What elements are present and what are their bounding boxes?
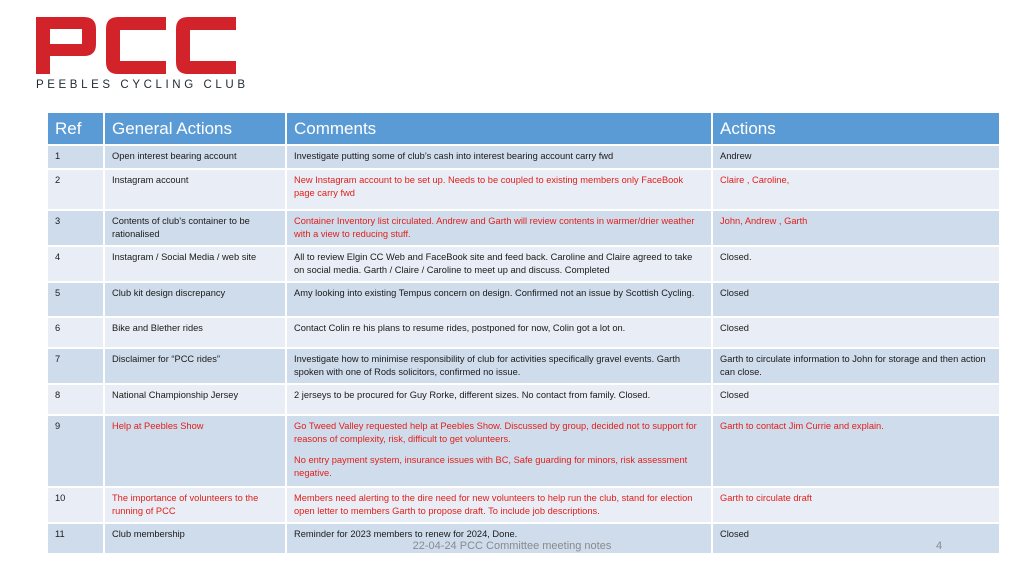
header-general-actions: General Actions xyxy=(104,112,286,145)
row-comment: 2 jerseys to be procured for Guy Rorke, different sizes. No contact from family. Closed. xyxy=(286,384,712,415)
row-action: Garth to contact Jim Currie and explain. xyxy=(712,415,1000,487)
row-comment: Investigate putting some of club’s cash into interest bearing account carry fwd xyxy=(286,145,712,169)
header-comments: Comments xyxy=(286,112,712,145)
club-name: PEEBLES CYCLING CLUB xyxy=(36,79,249,91)
actions-table xyxy=(46,111,1001,555)
row-comment: All to review Elgin CC Web and FaceBook site and feed back. Caroline and Claire agreed to take on social media. Garth / Claire / Caroline to meet up and discuss. Completed xyxy=(286,246,712,282)
row-comment-extra: No entry payment system, insurance issues with BC, Safe guarding for minors, risk assessment negative. xyxy=(294,455,688,478)
row-comment: Container Inventory list circulated. Andrew and Garth will review contents in warmer/drier weather with a view to reducing stuff. xyxy=(286,210,712,246)
row-general-action: National Championship Jersey xyxy=(104,384,286,415)
row-ref: 2 xyxy=(47,169,104,210)
row-action: Closed xyxy=(712,384,1000,415)
row-ref: 6 xyxy=(47,317,104,348)
row-general-action: Club membership xyxy=(104,523,286,554)
row-ref: 7 xyxy=(47,348,104,384)
table-row xyxy=(47,145,1000,169)
row-action: John, Andrew , Garth xyxy=(712,210,1000,246)
footer-title: 22-04-24 PCC Committee meeting notes xyxy=(412,540,612,552)
table-row xyxy=(47,210,1000,246)
page-number: 4 xyxy=(936,540,943,552)
row-general-action: Open interest bearing account xyxy=(104,145,286,169)
row-general-action: Bike and Blether rides xyxy=(104,317,286,348)
row-ref: 1 xyxy=(47,145,104,169)
row-general-action: Help at Peebles Show xyxy=(104,415,286,487)
row-comment: Go Tweed Valley requested help at Peebles Show. Discussed by group, decided not to support for reasons of complexity, risk, difficult to get volunteers. xyxy=(294,421,697,444)
row-general-action: The importance of volunteers to the running of PCC xyxy=(104,487,286,523)
row-ref: 3 xyxy=(47,210,104,246)
row-action: Closed xyxy=(712,523,1000,554)
table-header-row xyxy=(47,112,1000,145)
row-general-action: Instagram account xyxy=(104,169,286,210)
pcc-logo-mark xyxy=(36,14,236,78)
row-action: Garth to circulate information to John for storage and then action can close. xyxy=(712,348,1000,384)
row-action: Garth to circulate draft xyxy=(712,487,1000,523)
table-row xyxy=(47,384,1000,415)
row-general-action: Club kit design discrepancy xyxy=(104,282,286,317)
row-comment: Reminder for 2023 members to renew for 2024, Done. xyxy=(286,523,712,554)
row-action: Closed. xyxy=(712,246,1000,282)
row-ref: 9 xyxy=(47,415,104,487)
table-row xyxy=(47,487,1000,523)
table-row xyxy=(47,415,1000,487)
row-comment: Amy looking into existing Tempus concern on design. Confirmed not an issue by Scottish Cycling. xyxy=(286,282,712,317)
row-ref: 8 xyxy=(47,384,104,415)
row-ref: 11 xyxy=(47,523,104,554)
row-general-action: Instagram / Social Media / web site xyxy=(104,246,286,282)
row-general-action: Disclaimer for “PCC rides” xyxy=(104,348,286,384)
table-row xyxy=(47,169,1000,210)
row-comment-cell xyxy=(286,415,712,487)
row-action: Claire , Caroline, xyxy=(712,169,1000,210)
row-action: Andrew xyxy=(712,145,1000,169)
row-general-action: Contents of club’s container to be rationalised xyxy=(104,210,286,246)
row-ref: 10 xyxy=(47,487,104,523)
table-row xyxy=(47,317,1000,348)
row-comment: Investigate how to minimise responsibility of club for activities specifically gravel events. Garth spoken with one of Rods solicitors, confirmed no issue. xyxy=(286,348,712,384)
header-ref: Ref xyxy=(47,112,104,145)
row-comment: Contact Colin re his plans to resume rides, postponed for now, Colin got a lot on. xyxy=(286,317,712,348)
row-action: Closed xyxy=(712,317,1000,348)
row-comment: New Instagram account to be set up. Needs to be coupled to existing members only FaceBook page carry fwd xyxy=(286,169,712,210)
header-actions: Actions xyxy=(712,112,1000,145)
row-action: Closed xyxy=(712,282,1000,317)
table-row xyxy=(47,348,1000,384)
table-row xyxy=(47,282,1000,317)
table-row xyxy=(47,246,1000,282)
row-ref: 4 xyxy=(47,246,104,282)
row-comment: Members need alerting to the dire need for new volunteers to help run the club, stand for election open letter to members Garth to propose draft. To include job descriptions. xyxy=(286,487,712,523)
row-ref: 5 xyxy=(47,282,104,317)
